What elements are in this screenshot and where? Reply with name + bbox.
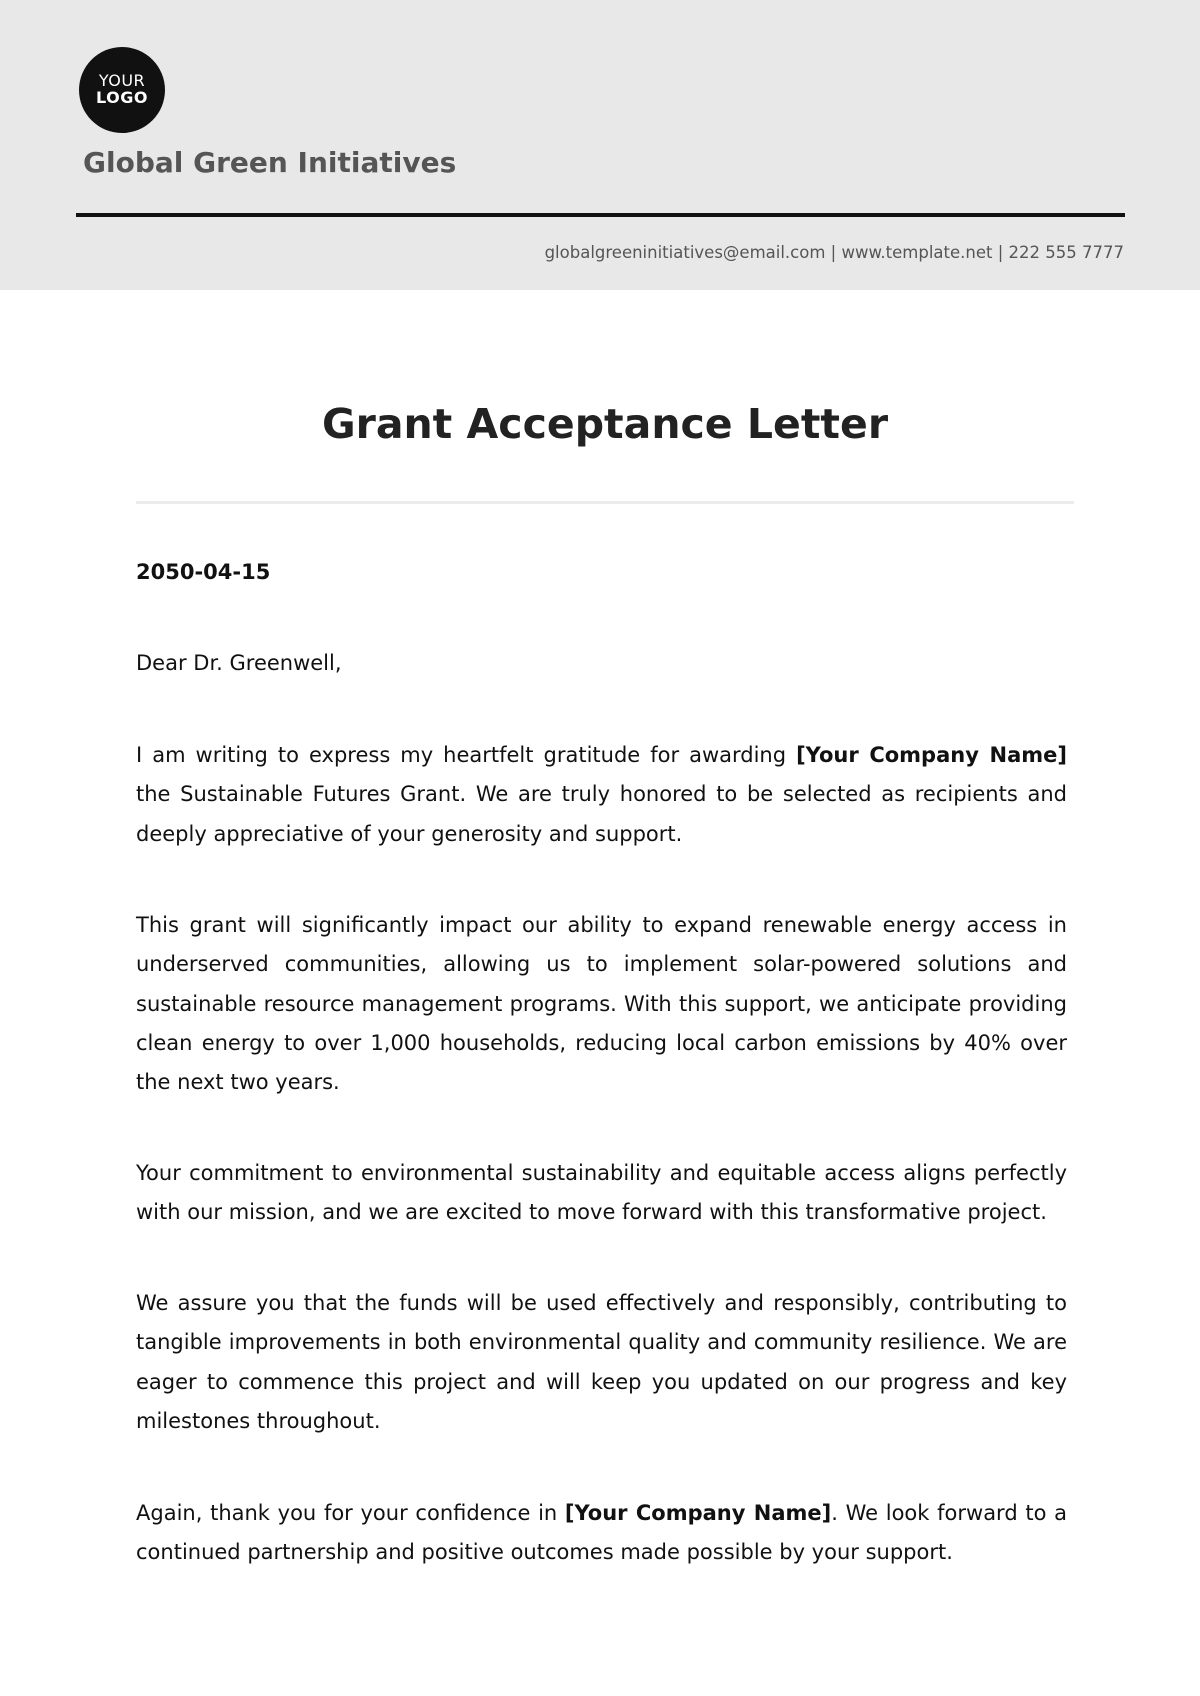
contact-info: globalgreeninitiatives@email.com | www.template.net | 222 555 7777 <box>544 243 1124 262</box>
salutation: Dear Dr. Greenwell, <box>136 651 342 675</box>
paragraph-text: I am writing to express my heartfelt gratitude for awarding <box>136 743 797 767</box>
letter-date: 2050-04-15 <box>136 560 271 584</box>
body-paragraph-3: Your commitment to environmental sustainability and equitable access aligns perfectly with our mission, and we are excited to move forward with this transformative project. <box>136 1161 1067 1225</box>
company-name-placeholder: [Your Company Name] <box>796 743 1068 767</box>
logo-text-bottom: LOGO <box>96 88 148 107</box>
paragraph-text: . We look forward to a continued partnership and positive outcomes made possible by your support. <box>136 1501 1067 1565</box>
letter-title: Grant Acceptance Letter <box>321 400 889 448</box>
header-divider <box>76 213 1125 217</box>
paragraph-text: Again, thank you for your confidence in <box>136 1501 565 1525</box>
logo-text-top: YOUR <box>98 71 146 91</box>
paragraph-text: the Sustainable Futures Grant. We are truly honored to be selected as recipients and deeply appreciative of your generosity and support. <box>136 782 1067 846</box>
title-divider <box>136 501 1074 504</box>
company-name: Global Green Initiatives <box>83 146 457 179</box>
body-paragraph-5 <box>136 1494 1067 1573</box>
letterhead <box>0 0 1200 290</box>
body-paragraph-1 <box>136 736 1067 854</box>
body-paragraph-2: This grant will significantly impact our ability to expand renewable energy access in underserved communities, allowing us to implement solar-powered solutions and sustainable resource management programs. With this support, we anticipate providing clean energy to over 1,000 households, reducing local carbon emissions by 40% over the next two years. <box>136 913 1067 1095</box>
company-logo <box>79 47 165 133</box>
body-paragraph-4: We assure you that the funds will be used effectively and responsibly, contributing to tangible improvements in both environmental quality and community resilience. We are eager to commence this project and will keep you updated on our progress and key milestones throughout. <box>136 1291 1067 1433</box>
company-name-placeholder: [Your Company Name] <box>564 1501 832 1525</box>
